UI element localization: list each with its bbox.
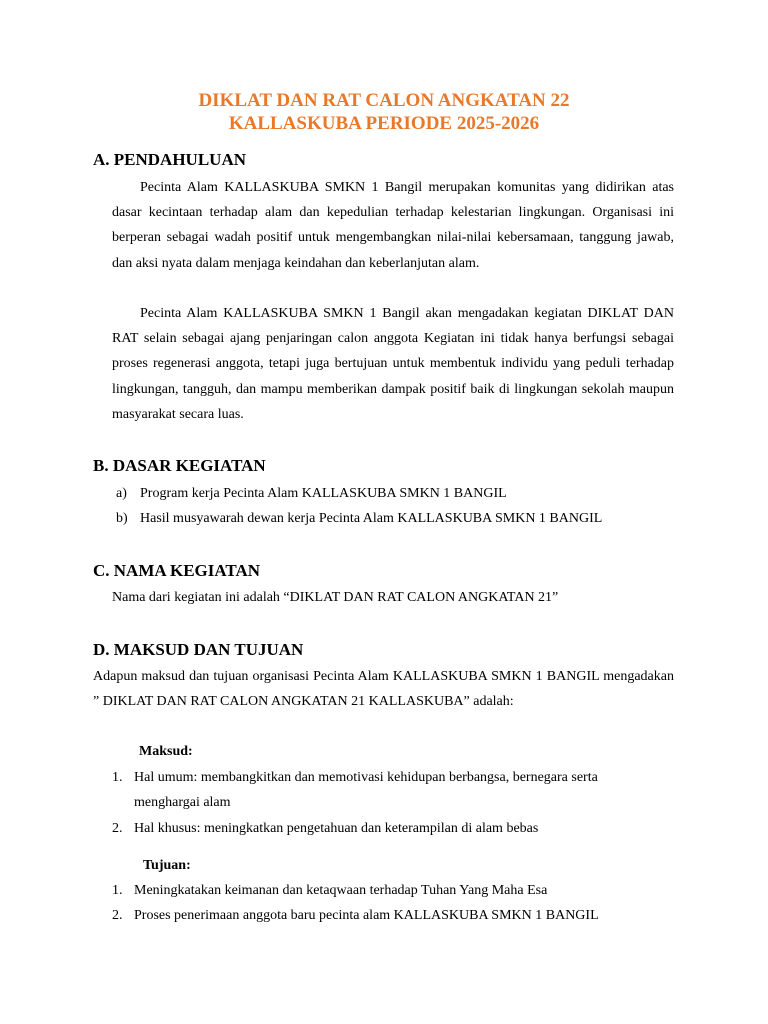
list-marker: 2. — [112, 908, 123, 923]
list-item: Hal umum: membangkitkan dan memotivasi kehidupan berbangsa, bernegara serta — [134, 770, 598, 785]
section-d-heading: D. MAKSUD DAN TUJUAN — [93, 640, 304, 659]
list-marker: 1. — [112, 883, 123, 898]
list-item: Meningkatakan keimanan dan ketaqwaan terhadap Tuhan Yang Maha Esa — [134, 883, 548, 898]
section-c-text: Nama dari kegiatan ini adalah “DIKLAT DAN RAT CALON ANGKATAN 21” — [112, 590, 559, 605]
section-c-heading: C. NAMA KEGIATAN — [93, 561, 261, 580]
section-d-intro: Adapun maksud dan tujuan organisasi Pecinta Alam KALLASKUBA SMKN 1 BANGIL mengadakan ” DIKLAT DAN RAT CALON ANGKATAN 21 KALLASKUBA” adalah: — [93, 669, 674, 710]
section-a-heading: A. PENDAHULUAN — [93, 150, 246, 169]
maksud-label: Maksud: — [139, 744, 193, 759]
list-item-continuation: menghargai alam — [134, 795, 231, 810]
document-title-line-1: DIKLAT DAN RAT CALON ANGKATAN 22 — [198, 90, 570, 111]
list-marker: 1. — [112, 770, 123, 785]
section-a-paragraph-2: Pecinta Alam KALLASKUBA SMKN 1 Bangil akan mengadakan kegiatan DIKLAT DAN RAT selain sebagai ajang penjaringan calon anggota Kegiatan ini tidak hanya berfungsi sebagai proses regenerasi anggota, tetapi juga bertujuan untuk membentuk individu yang peduli terhadap lingkungan, tangguh, dan mampu memberikan dampak positif baik di lingkungan sekolah maupun masyarakat secara luas. — [112, 306, 674, 422]
list-marker: b) — [116, 511, 128, 526]
tujuan-label: Tujuan: — [143, 858, 191, 873]
list-marker: a) — [116, 486, 127, 501]
document-title-line-2: KALLASKUBA PERIODE 2025-2026 — [228, 113, 540, 134]
list-item: Hasil musyawarah dewan kerja Pecinta Alam KALLASKUBA SMKN 1 BANGIL — [140, 511, 603, 526]
section-a-paragraph-1: Pecinta Alam KALLASKUBA SMKN 1 Bangil merupakan komunitas yang didirikan atas dasar kecintaan terhadap alam dan kepedulian terhadap kelestarian lingkungan. Organisasi ini berperan sebagai wadah positif untuk mengembangkan nilai-nilai kebersamaan, tanggung jawab, dan aksi nyata dalam menjaga keindahan dan keberlanjutan alam. — [112, 180, 674, 271]
list-item: Hal khusus: meningkatkan pengetahuan dan keterampilan di alam bebas — [134, 821, 539, 836]
list-marker: 2. — [112, 821, 123, 836]
list-item: Program kerja Pecinta Alam KALLASKUBA SMKN 1 BANGIL — [140, 486, 507, 501]
section-b-heading: B. DASAR KEGIATAN — [93, 456, 266, 475]
list-item: Proses penerimaan anggota baru pecinta alam KALLASKUBA SMKN 1 BANGIL — [134, 908, 599, 923]
